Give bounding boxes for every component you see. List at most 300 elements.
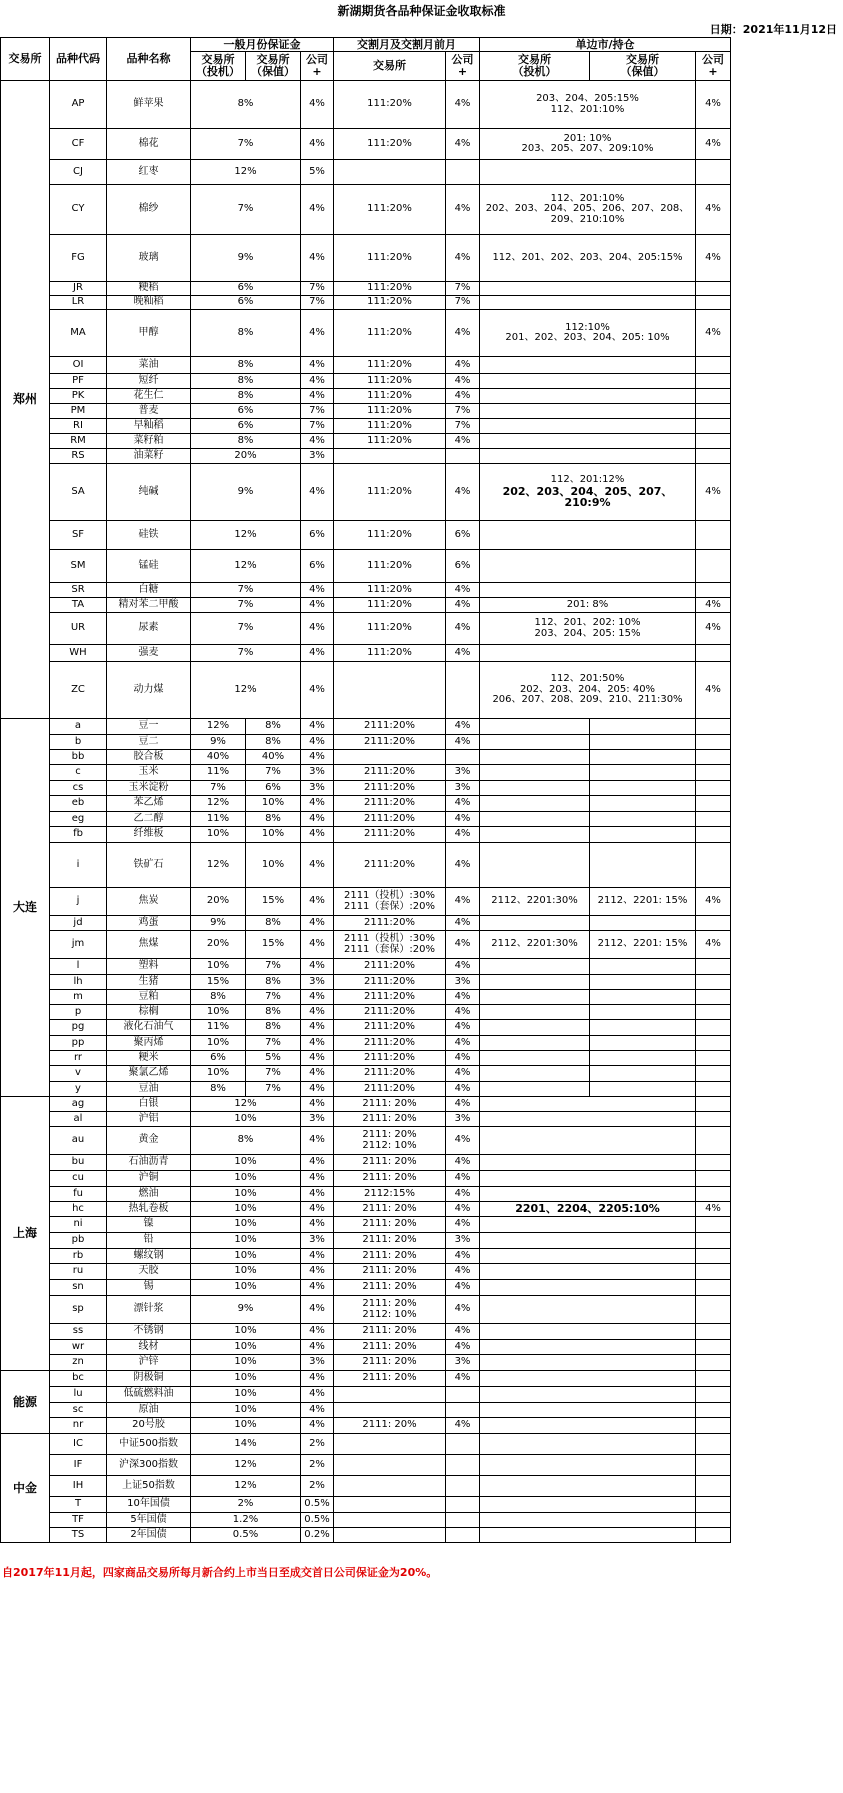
unilateral-company-add (696, 1434, 731, 1455)
product-code: IH (50, 1476, 107, 1497)
product-code: T (50, 1497, 107, 1513)
product-code: bc (50, 1371, 107, 1387)
unilateral-company-add (696, 550, 731, 583)
general-company-add: 4% (301, 843, 334, 888)
unilateral-line-bold: 202、203、204、205、207、210:9% (502, 484, 673, 510)
delivery-company-add: 4% (446, 374, 480, 389)
unilateral-margin: 201: 8% (480, 598, 696, 613)
product-code: LR (50, 296, 107, 310)
general-margin: 6% (191, 296, 301, 310)
table-row (1, 296, 731, 310)
delivery-margin: 2111:20% (334, 843, 446, 888)
unilateral-speculative (480, 765, 590, 781)
general-margin: 12% (191, 521, 301, 550)
product-code: wr (50, 1340, 107, 1355)
general-company-add: 4% (301, 796, 334, 812)
table-row (1, 1355, 731, 1371)
delivery-margin (334, 1476, 446, 1497)
general-margin: 10% (191, 1264, 301, 1280)
unilateral-hedge (590, 1051, 696, 1066)
general-margin: 8% (191, 374, 301, 389)
general-hedge-margin: 15% (246, 931, 301, 959)
delivery-margin (334, 1434, 446, 1455)
unilateral-company-add (696, 1112, 731, 1127)
unilateral-margin: 203、204、205:15% 112、201:10% (480, 81, 696, 129)
unilateral-margin (480, 1355, 696, 1371)
general-company-add: 7% (301, 282, 334, 296)
delivery-margin (334, 750, 446, 765)
general-company-add: 4% (301, 1418, 334, 1434)
delivery-margin: 111:20% (334, 598, 446, 613)
unilateral-company-add (696, 812, 731, 827)
delivery-margin: 2111:20% (334, 959, 446, 975)
unilateral-company-add (696, 1097, 731, 1112)
header-exchange: 交易所 (1, 38, 50, 81)
delivery-company-add: 3% (446, 1112, 480, 1127)
delivery-margin: 2111: 20% 2112: 10% (334, 1127, 446, 1155)
general-company-add: 4% (301, 1403, 334, 1418)
general-company-add: 4% (301, 613, 334, 645)
product-name: 粳米 (107, 1051, 191, 1066)
product-code: lh (50, 975, 107, 990)
general-company-add: 4% (301, 374, 334, 389)
table-row (1, 1528, 731, 1543)
general-speculative-margin: 12% (191, 719, 246, 735)
unilateral-company-add (696, 1418, 731, 1434)
unilateral-margin (480, 645, 696, 662)
product-code: fb (50, 827, 107, 843)
table-row (1, 434, 731, 449)
general-hedge-margin: 40% (246, 750, 301, 765)
table-row (1, 613, 731, 645)
general-company-add: 4% (301, 357, 334, 374)
delivery-margin: 2111:20% (334, 796, 446, 812)
delivery-company-add: 4% (446, 389, 480, 404)
general-company-add: 7% (301, 419, 334, 434)
table-row (1, 796, 731, 812)
delivery-company-add: 4% (446, 464, 480, 521)
delivery-margin: 2111:20% (334, 1036, 446, 1051)
delivery-company-add: 4% (446, 1005, 480, 1020)
footer-note: 自2017年11月起，四家商品交易所每月新合约上市当日至成交首日公司保证金为20%。 (2, 1566, 438, 1579)
general-margin: 8% (191, 310, 301, 357)
product-code: fu (50, 1187, 107, 1202)
table-row (1, 1233, 731, 1249)
general-margin: 2% (191, 1497, 301, 1513)
unilateral-hedge (590, 812, 696, 827)
general-company-add: 4% (301, 990, 334, 1005)
unilateral-hedge (590, 781, 696, 796)
product-code: RM (50, 434, 107, 449)
product-name: 棉纱 (107, 185, 191, 235)
unilateral-company-add: 4% (696, 235, 731, 282)
product-name: 短纤 (107, 374, 191, 389)
unilateral-company-add (696, 357, 731, 374)
general-margin: 20% (191, 449, 301, 464)
unilateral-company-add (696, 389, 731, 404)
table-row (1, 1387, 731, 1403)
unilateral-company-add (696, 1355, 731, 1371)
product-code: TF (50, 1513, 107, 1528)
general-speculative-margin: 10% (191, 1066, 246, 1082)
delivery-company-add: 4% (446, 1066, 480, 1082)
delivery-company-add: 4% (446, 888, 480, 916)
product-code: PF (50, 374, 107, 389)
table-row (1, 404, 731, 419)
delivery-margin (334, 1528, 446, 1543)
table-row (1, 812, 731, 827)
margin-table (0, 37, 731, 1543)
delivery-margin: 111:20% (334, 613, 446, 645)
product-code: WH (50, 645, 107, 662)
delivery-company-add: 4% (446, 1371, 480, 1387)
delivery-company-add (446, 1387, 480, 1403)
unilateral-company-add (696, 1455, 731, 1476)
general-margin: 1.2% (191, 1513, 301, 1528)
delivery-margin: 2111: 20% (334, 1217, 446, 1233)
general-speculative-margin: 8% (191, 990, 246, 1005)
delivery-company-add: 4% (446, 1082, 480, 1097)
delivery-company-add: 4% (446, 185, 480, 235)
general-company-add: 4% (301, 959, 334, 975)
unilateral-speculative (480, 735, 590, 750)
general-margin: 7% (191, 129, 301, 160)
general-hedge-margin: 10% (246, 796, 301, 812)
product-code: bb (50, 750, 107, 765)
unilateral-company-add (696, 1020, 731, 1036)
unilateral-hedge (590, 916, 696, 931)
delivery-margin: 111:20% (334, 129, 446, 160)
table-row (1, 282, 731, 296)
product-code: OI (50, 357, 107, 374)
unilateral-hedge (590, 719, 696, 735)
delivery-margin: 2111:20% (334, 990, 446, 1005)
unilateral-margin (480, 1497, 696, 1513)
unilateral-company-add (696, 959, 731, 975)
unilateral-margin (480, 464, 696, 521)
delivery-company-add (446, 1476, 480, 1497)
unilateral-margin (480, 1434, 696, 1455)
unilateral-hedge (590, 750, 696, 765)
product-code: ru (50, 1264, 107, 1280)
product-name: 低硫燃料油 (107, 1387, 191, 1403)
table-row (1, 1371, 731, 1387)
product-name: 锰硅 (107, 550, 191, 583)
unilateral-margin (480, 1217, 696, 1233)
product-code: bu (50, 1155, 107, 1171)
general-company-add: 4% (301, 735, 334, 750)
unilateral-company-add (696, 645, 731, 662)
product-code: nr (50, 1418, 107, 1434)
unilateral-margin (480, 1324, 696, 1340)
delivery-margin: 2111:20% (334, 975, 446, 990)
delivery-company-add (446, 160, 480, 185)
delivery-margin: 2111: 20% (334, 1418, 446, 1434)
unilateral-company-add: 4% (696, 310, 731, 357)
table-row (1, 583, 731, 598)
general-company-add: 4% (301, 1171, 334, 1187)
general-company-add: 4% (301, 812, 334, 827)
general-speculative-margin: 12% (191, 796, 246, 812)
table-row (1, 1036, 731, 1051)
general-hedge-margin: 7% (246, 1036, 301, 1051)
delivery-company-add: 4% (446, 598, 480, 613)
general-margin: 9% (191, 464, 301, 521)
product-name: 2年国债 (107, 1528, 191, 1543)
delivery-margin (334, 1387, 446, 1403)
delivery-company-add: 3% (446, 1355, 480, 1371)
product-code: sp (50, 1296, 107, 1324)
product-code: ss (50, 1324, 107, 1340)
unilateral-company-add (696, 1051, 731, 1066)
delivery-company-add (446, 750, 480, 765)
delivery-company-add: 4% (446, 81, 480, 129)
product-code: sn (50, 1280, 107, 1296)
general-company-add: 4% (301, 1217, 334, 1233)
unilateral-speculative (480, 916, 590, 931)
general-speculative-margin: 10% (191, 1005, 246, 1020)
general-company-add: 0.5% (301, 1513, 334, 1528)
general-hedge-margin: 8% (246, 1020, 301, 1036)
unilateral-margin: 112、201、202、203、204、205:15% (480, 235, 696, 282)
product-name: 阴极铜 (107, 1371, 191, 1387)
delivery-company-add: 4% (446, 959, 480, 975)
unilateral-margin (480, 389, 696, 404)
delivery-company-add: 3% (446, 765, 480, 781)
unilateral-company-add (696, 282, 731, 296)
unilateral-hedge (590, 827, 696, 843)
unilateral-margin (480, 374, 696, 389)
table-row (1, 645, 731, 662)
product-name: 上证50指数 (107, 1476, 191, 1497)
product-name: 纤维板 (107, 827, 191, 843)
table-row (1, 888, 731, 916)
product-code: c (50, 765, 107, 781)
unilateral-speculative (480, 827, 590, 843)
unilateral-company-add: 4% (696, 931, 731, 959)
exchange-name: 大连 (1, 719, 50, 1097)
general-company-add: 4% (301, 719, 334, 735)
delivery-company-add: 4% (446, 1202, 480, 1217)
product-name: 焦炭 (107, 888, 191, 916)
delivery-margin: 2111: 20% 2112: 10% (334, 1296, 446, 1324)
exchange-name: 上海 (1, 1097, 50, 1371)
unilateral-company-add (696, 827, 731, 843)
delivery-margin: 111:20% (334, 282, 446, 296)
table-row (1, 1082, 731, 1097)
product-code: PK (50, 389, 107, 404)
delivery-margin: 2111:20% (334, 1051, 446, 1066)
unilateral-speculative (480, 1020, 590, 1036)
delivery-margin: 2111:20% (334, 1066, 446, 1082)
product-name: 动力煤 (107, 662, 191, 719)
general-company-add: 4% (301, 1202, 334, 1217)
product-code: CF (50, 129, 107, 160)
general-company-add: 0.5% (301, 1497, 334, 1513)
table-row (1, 975, 731, 990)
unilateral-company-add (696, 1233, 731, 1249)
product-code: SM (50, 550, 107, 583)
unilateral-company-add (696, 1476, 731, 1497)
product-code: cu (50, 1171, 107, 1187)
general-company-add: 4% (301, 81, 334, 129)
delivery-company-add: 4% (446, 1217, 480, 1233)
general-hedge-margin: 8% (246, 719, 301, 735)
general-company-add: 0.2% (301, 1528, 334, 1543)
unilateral-speculative (480, 1066, 590, 1082)
general-company-add: 4% (301, 1280, 334, 1296)
general-margin: 10% (191, 1233, 301, 1249)
product-code: j (50, 888, 107, 916)
table-row (1, 827, 731, 843)
table-row (1, 765, 731, 781)
general-hedge-margin: 10% (246, 827, 301, 843)
delivery-company-add: 4% (446, 843, 480, 888)
delivery-company-add (446, 1455, 480, 1476)
unilateral-company-add: 4% (696, 81, 731, 129)
unilateral-company-add (696, 1340, 731, 1355)
delivery-margin (334, 662, 446, 719)
table-row (1, 931, 731, 959)
table-row (1, 662, 731, 719)
table-row (1, 990, 731, 1005)
general-speculative-margin: 9% (191, 916, 246, 931)
general-margin: 10% (191, 1403, 301, 1418)
delivery-company-add: 7% (446, 404, 480, 419)
product-name: 焦煤 (107, 931, 191, 959)
product-name: 线材 (107, 1340, 191, 1355)
unilateral-company-add (696, 990, 731, 1005)
table-row (1, 598, 731, 613)
unilateral-hedge (590, 1066, 696, 1082)
product-code: cs (50, 781, 107, 796)
delivery-margin: 2111:20% (334, 765, 446, 781)
delivery-company-add: 3% (446, 1233, 480, 1249)
delivery-company-add: 4% (446, 1171, 480, 1187)
unilateral-margin: 112、201、202: 10% 203、204、205: 15% (480, 613, 696, 645)
product-code: m (50, 990, 107, 1005)
product-name: 沪铜 (107, 1171, 191, 1187)
unilateral-company-add (696, 1264, 731, 1280)
general-margin: 8% (191, 1127, 301, 1155)
general-company-add: 4% (301, 598, 334, 613)
delivery-company-add: 4% (446, 1280, 480, 1296)
unilateral-speculative (480, 796, 590, 812)
unilateral-company-add (696, 1066, 731, 1082)
unilateral-margin (480, 434, 696, 449)
product-code: pb (50, 1233, 107, 1249)
unilateral-margin (480, 1233, 696, 1249)
general-company-add: 4% (301, 1005, 334, 1020)
product-name: 原油 (107, 1403, 191, 1418)
general-margin: 10% (191, 1418, 301, 1434)
general-hedge-margin: 6% (246, 781, 301, 796)
unilateral-company-add (696, 1324, 731, 1340)
unilateral-margin (480, 1418, 696, 1434)
product-name: 热轧卷板 (107, 1202, 191, 1217)
product-code: SA (50, 464, 107, 521)
unilateral-margin (480, 296, 696, 310)
product-code: ag (50, 1097, 107, 1112)
unilateral-hedge (590, 796, 696, 812)
delivery-margin: 2111:20% (334, 812, 446, 827)
general-company-add: 4% (301, 1340, 334, 1355)
table-row (1, 374, 731, 389)
product-name: 聚氯乙烯 (107, 1066, 191, 1082)
general-margin: 7% (191, 645, 301, 662)
product-name: 豆二 (107, 735, 191, 750)
unilateral-speculative (480, 843, 590, 888)
unilateral-company-add (696, 843, 731, 888)
general-company-add: 4% (301, 1249, 334, 1264)
product-name: 螺纹钢 (107, 1249, 191, 1264)
table-row (1, 719, 731, 735)
product-code: JR (50, 282, 107, 296)
unilateral-speculative (480, 1036, 590, 1051)
general-company-add: 4% (301, 1127, 334, 1155)
delivery-company-add: 4% (446, 235, 480, 282)
unilateral-speculative (480, 959, 590, 975)
delivery-company-add (446, 1528, 480, 1543)
product-code: i (50, 843, 107, 888)
exchange-name: 郑州 (1, 81, 50, 719)
delivery-company-add: 4% (446, 1340, 480, 1355)
general-hedge-margin: 8% (246, 975, 301, 990)
unilateral-company-add (696, 1280, 731, 1296)
product-name: 玉米淀粉 (107, 781, 191, 796)
unilateral-hedge (590, 843, 696, 888)
delivery-company-add (446, 1434, 480, 1455)
unilateral-hedge (590, 765, 696, 781)
unilateral-company-add (696, 1036, 731, 1051)
unilateral-hedge (590, 735, 696, 750)
general-company-add: 4% (301, 1187, 334, 1202)
delivery-margin: 2111: 20% (334, 1112, 446, 1127)
table-row (1, 735, 731, 750)
table-row (1, 464, 731, 521)
unilateral-margin (480, 404, 696, 419)
general-margin: 12% (191, 1476, 301, 1497)
unilateral-company-add (696, 735, 731, 750)
unilateral-company-add (696, 1296, 731, 1324)
unilateral-margin (480, 1476, 696, 1497)
product-name: 铅 (107, 1233, 191, 1249)
unilateral-margin (480, 1403, 696, 1418)
general-company-add: 4% (301, 185, 334, 235)
header-unilateral-speculative: 交易所 （投机） (480, 52, 590, 81)
unilateral-hedge (590, 975, 696, 990)
header-code: 品种代码 (50, 38, 107, 81)
general-margin: 12% (191, 1097, 301, 1112)
general-company-add: 4% (301, 931, 334, 959)
table-row (1, 1202, 731, 1217)
general-hedge-margin: 8% (246, 1005, 301, 1020)
unilateral-margin: 2201、2204、2205:10% (480, 1202, 696, 1217)
general-company-add: 4% (301, 750, 334, 765)
general-hedge-margin: 7% (246, 959, 301, 975)
unilateral-company-add (696, 521, 731, 550)
product-name: 红枣 (107, 160, 191, 185)
product-name: 中证500指数 (107, 1434, 191, 1455)
table-row (1, 185, 731, 235)
table-row (1, 129, 731, 160)
general-company-add: 3% (301, 975, 334, 990)
general-company-add: 4% (301, 662, 334, 719)
product-name: 花生仁 (107, 389, 191, 404)
product-code: p (50, 1005, 107, 1020)
header-general-company: 公司 + (301, 52, 334, 81)
unilateral-company-add (696, 765, 731, 781)
